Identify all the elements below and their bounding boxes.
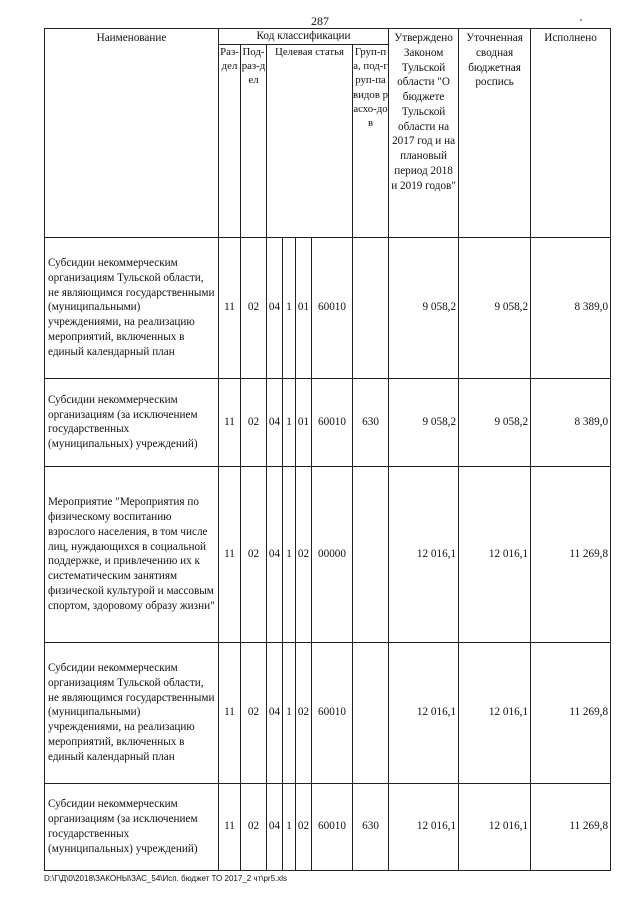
row-subsection: 02 [241,642,267,783]
row-section: 11 [219,237,241,378]
row-target-3: 02 [296,783,312,870]
row-target-4: 60010 [312,378,353,466]
row-name: Субсидии некоммерческим организациям (за исключением государственных (муниципальных) учреждений) [45,378,219,466]
row-section: 11 [219,783,241,870]
row-group: 630 [353,378,389,466]
row-refined: 9 058,2 [459,378,531,466]
row-approved: 9 058,2 [389,237,459,378]
row-name: Субсидии некоммерческим организациям (за исключением государственных (муниципальных) учреждений) [45,783,219,870]
header-target-article: Целевая статья [267,44,353,237]
row-section: 11 [219,642,241,783]
header-section: Раз-дел [219,44,241,237]
table-row [45,378,611,466]
row-target-2: 1 [283,783,296,870]
row-target-1: 04 [267,783,283,870]
row-target-1: 04 [267,237,283,378]
row-executed: 11 269,8 [531,642,611,783]
row-group: 630 [353,783,389,870]
row-executed: 8 389,0 [531,378,611,466]
row-group [353,642,389,783]
row-approved: 12 016,1 [389,642,459,783]
row-target-1: 04 [267,466,283,642]
row-target-1: 04 [267,378,283,466]
budget-table-container [44,28,610,871]
row-target-4: 60010 [312,237,353,378]
header-code-group: Код классификации [219,29,389,45]
row-refined: 12 016,1 [459,642,531,783]
row-executed: 8 389,0 [531,237,611,378]
row-approved: 9 058,2 [389,378,459,466]
row-approved: 12 016,1 [389,466,459,642]
row-group [353,237,389,378]
header-name: Наименование [45,29,219,238]
row-target-2: 1 [283,466,296,642]
row-subsection: 02 [241,783,267,870]
row-subsection: 02 [241,237,267,378]
row-target-1: 04 [267,642,283,783]
row-refined: 12 016,1 [459,466,531,642]
row-target-2: 1 [283,642,296,783]
table-row [45,783,611,870]
footer-file-path: D:\Г\Д\0\2018\ЗАКОНЫ\ЗАС_54\Исп. бюджет ТО 2017_2 чт\pr5.xls [44,874,288,883]
row-target-2: 1 [283,378,296,466]
header-executed: Исполнено [531,29,611,238]
table-row [45,642,611,783]
row-target-4: 00000 [312,466,353,642]
row-section: 11 [219,378,241,466]
row-subsection: 02 [241,378,267,466]
row-subsection: 02 [241,466,267,642]
budget-table [44,28,611,871]
row-group [353,466,389,642]
header-approved: Утверждено Законом Тульской области "О бюджете Тульской области на 2017 год и на плановый период 2018 и 2019 годов" [389,29,459,238]
row-name: Мероприятие "Мероприятия по физическому воспитанию взрослого населения, в том числе лиц, нуждающихся в социальной поддержке, и привлечению их к систематическим занятиям физической культурой и массовым спортом, здоровому образу жизни" [45,466,219,642]
row-executed: 11 269,8 [531,783,611,870]
page-number: 287 [311,14,329,28]
row-section: 11 [219,466,241,642]
row-target-2: 1 [283,237,296,378]
table-row [45,466,611,642]
header-refined: Уточненная сводная бюджетная роспись [459,29,531,238]
scan-speck [580,19,582,21]
row-target-4: 60010 [312,783,353,870]
row-target-3: 02 [296,466,312,642]
table-row [45,237,611,378]
row-target-3: 02 [296,642,312,783]
row-refined: 12 016,1 [459,783,531,870]
header-expense-group: Груп-па, под-груп-па видов расхо-дов [353,44,389,237]
row-target-3: 01 [296,237,312,378]
row-target-3: 01 [296,378,312,466]
header-subsection: Под-раз-дел [241,44,267,237]
row-refined: 9 058,2 [459,237,531,378]
row-executed: 11 269,8 [531,466,611,642]
row-approved: 12 016,1 [389,783,459,870]
row-name: Субсидии некоммерческим организациям Тульской области, не являющимся государственными (муниципальными) учреждениями, на реализацию мероприятий, включенных в единый календарный план [45,237,219,378]
row-target-4: 60010 [312,642,353,783]
row-name: Субсидии некоммерческим организациям Тульской области, не являющимся государственными (муниципальными) учреждениями, на реализацию мероприятий, включенных в единый календарный план [45,642,219,783]
